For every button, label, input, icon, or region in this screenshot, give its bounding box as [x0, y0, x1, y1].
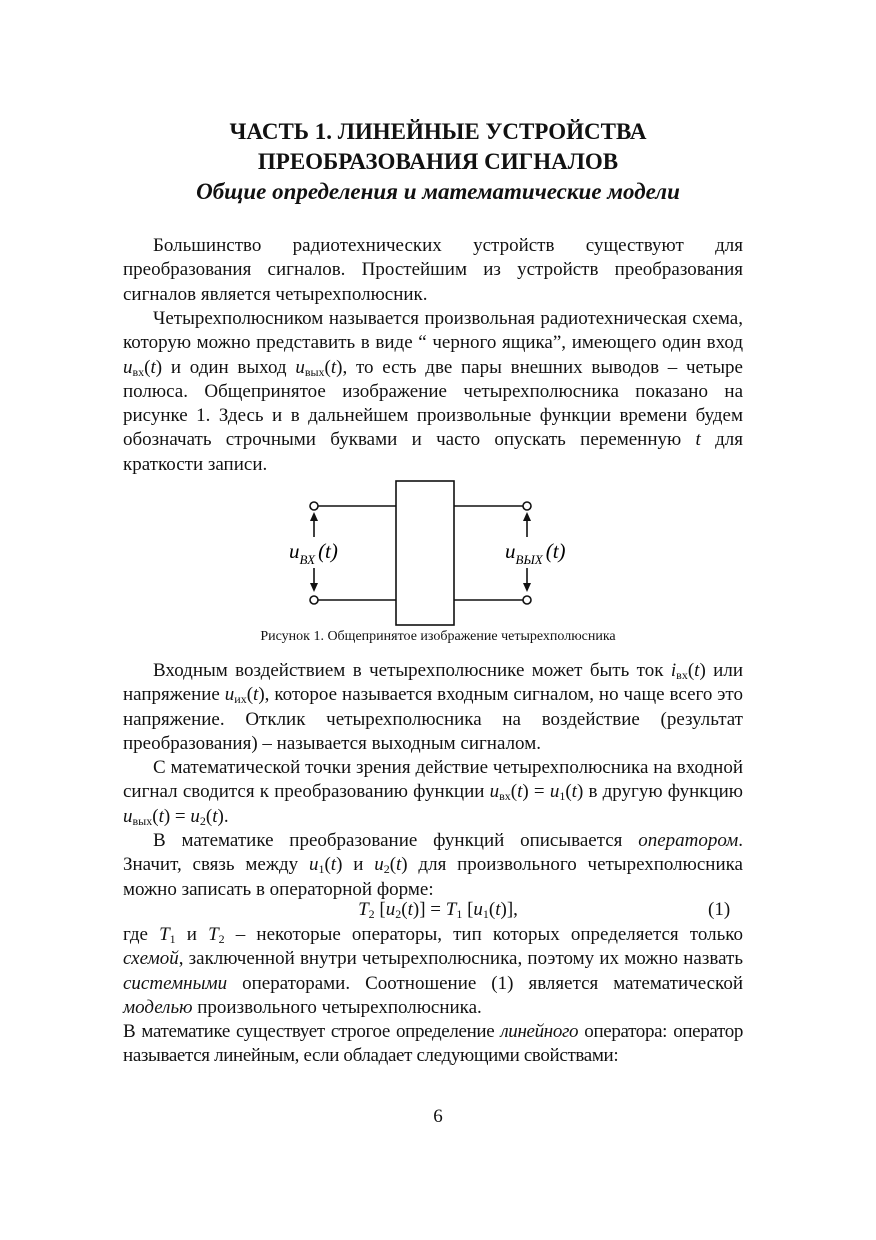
paragraph-5: В математике преобразование функций описывается оператором. Значит, связь между $u_1(t)$ и $u_2(t)$ для произвольного четырехполюсника можно записать в операторной форме:: [123, 830, 743, 900]
paragraph-4: С математической точки зрения действие четырехполюсника на входной сигнал сводится к преобразованию функции $u_{вх}(t) = u_1(t)$ в другую функцию $u_{вых}(t) = u_2(t)$.: [123, 757, 743, 828]
chapter-title-line2: ПРЕОБРАЗОВАНИЯ СИГНАЛОВ: [257, 149, 619, 174]
output-terminal-bottom: [523, 596, 531, 604]
output-voltage-label: $u_{ВЫХ}$ (t): [505, 539, 566, 567]
paragraph-1: Большинство радиотехнических устройств существуют для преобразования сигналов. Простейшим из устройств преобразования сигналов является четырехполюсник.: [123, 235, 743, 305]
paragraph-2: Четырехполюсником называется произвольная радиотехническая схема, которую можно представить в виде “ черного ящика”, имеющего один вход $u_{вх}(t)$ и один выход $u_{вых}(t)$, то есть две пары внешних выводов – четыре полюса. Общепринятое изображение четырехполюсника показано на рисунке 1. Здесь и в дальнейшем произвольные функции времени будем обозначать строчными буквами и часто опускать переменную t для краткости записи.: [123, 308, 744, 475]
input-terminal-top: [310, 502, 318, 510]
equation-number: (1): [708, 899, 731, 920]
input-terminal-bottom: [310, 596, 318, 604]
input-voltage-label: $u_{ВХ}$ (t): [289, 539, 338, 567]
output-arrowhead-up: [523, 512, 531, 521]
paragraph-7: В математике существует строгое определение линейного оператора: оператор называется линейным, если обладает следующими свойствами:: [123, 1021, 743, 1067]
output-arrowhead-down: [523, 583, 531, 592]
page-number: 6: [433, 1106, 443, 1127]
black-box-rect: [396, 481, 454, 625]
figure-four-terminal-network: [0, 470, 876, 635]
section-subtitle: Общие определения и математические модели: [196, 179, 680, 204]
paragraph-3: Входным воздействием в четырехполюснике может быть ток $i_{вх}(t)$ или напряжение $u_{их}(t)$, которое называется входным сигналом, но чаще всего это напряжение. Отклик четырехполюсника на воздействие (результат преобразования) – называется выходным сигналом.: [123, 660, 743, 754]
output-terminal-top: [523, 502, 531, 510]
paragraph-6: где $T_1$ и $T_2$ – некоторые операторы, тип которых определяется только схемой, заключенной внутри четырехполюсника, поэтому их можно назвать системными операторами. Соотношение (1) является математической моделью произвольного четырехполюсника.: [123, 924, 743, 1018]
input-arrowhead-up: [310, 512, 318, 521]
chapter-title-line1: ЧАСТЬ 1. ЛИНЕЙНЫЕ УСТРОЙСТВА: [229, 119, 647, 144]
input-arrowhead-down: [310, 583, 318, 592]
figure-caption: Рисунок 1. Общепринятое изображение четырехполюсника: [260, 629, 616, 644]
equation-1: $T_2$ $[u_2(t)] = T_1$ $[u_1(t)]$,: [358, 899, 518, 921]
